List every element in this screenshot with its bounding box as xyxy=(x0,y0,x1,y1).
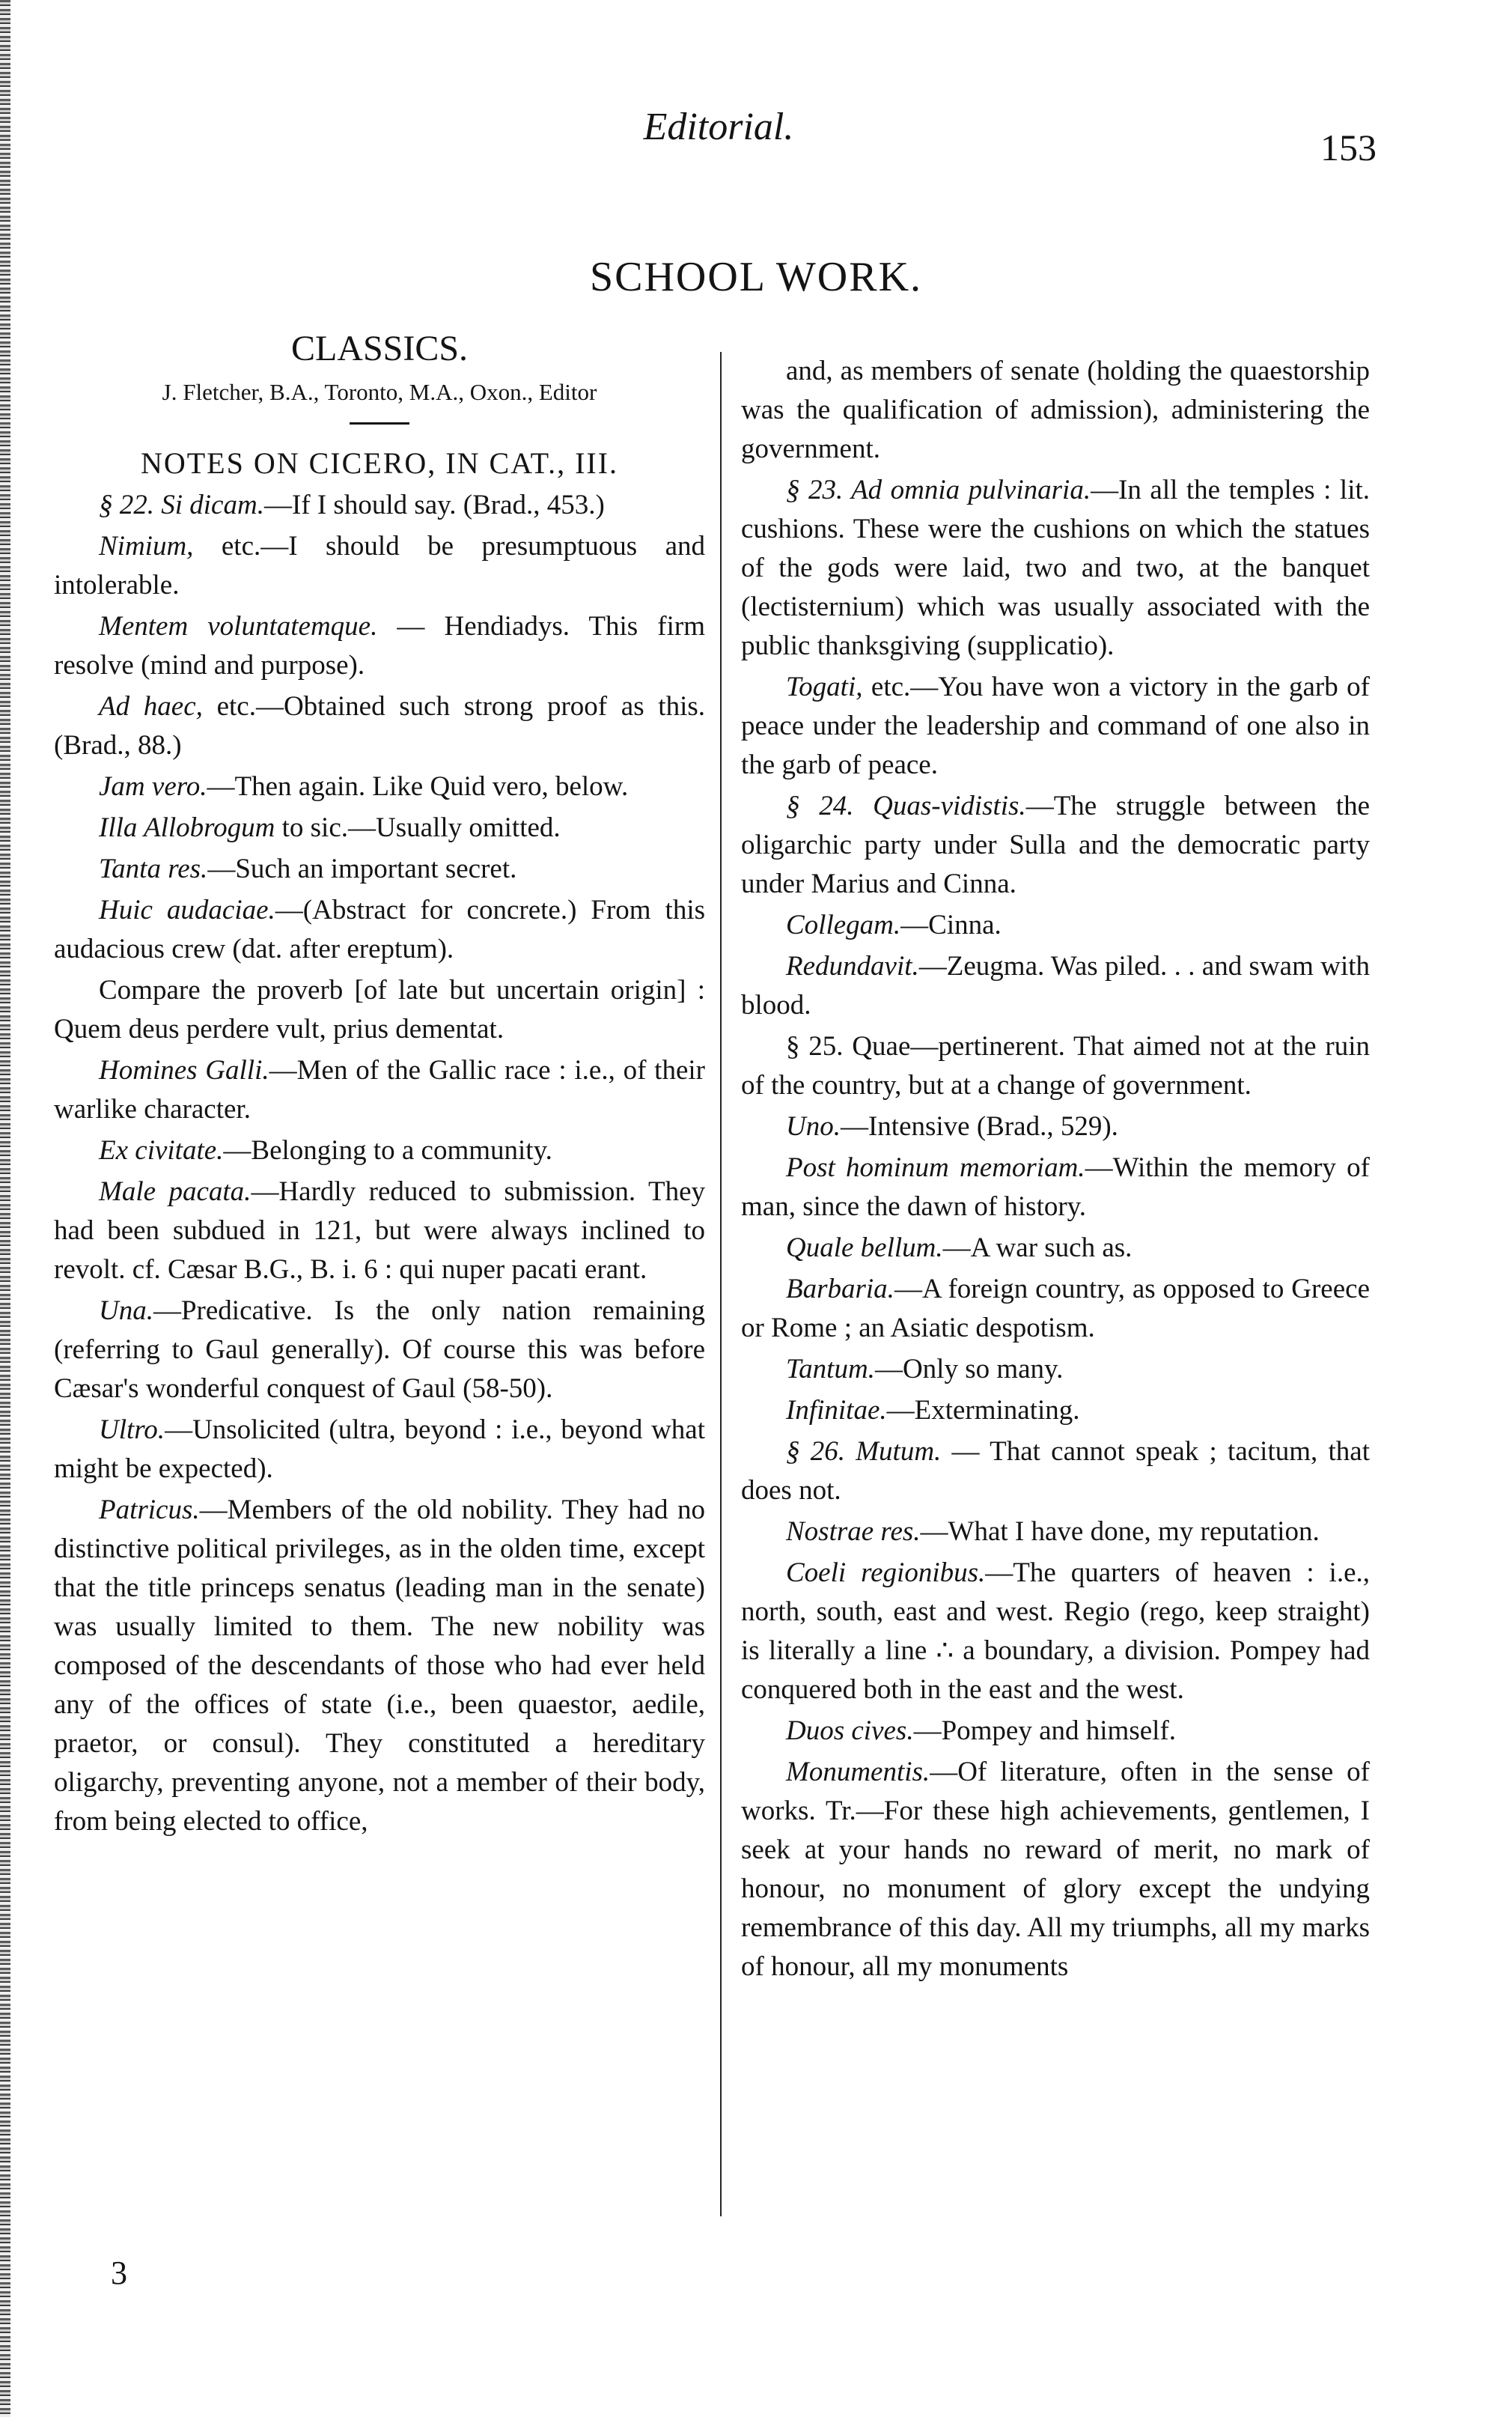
note-term: Ultro. xyxy=(99,1414,165,1445)
running-head: Editorial. xyxy=(643,106,794,148)
editor-credit: J. Fletcher, B.A., Toronto, M.A., Oxon., Editor xyxy=(162,379,597,405)
note-paragraph xyxy=(54,809,705,848)
note-term: § 22. Si dicam. xyxy=(99,490,264,520)
note-term: Ad haec, xyxy=(99,691,203,722)
note-paragraph xyxy=(741,1432,1370,1510)
note-term: Tanta res. xyxy=(99,854,208,884)
note-text: —Such an important secret. xyxy=(207,854,517,884)
note-paragraph xyxy=(54,971,705,1049)
note-text: —Men of the Gallic race : i.e., of their warlike character. xyxy=(54,1055,705,1125)
notes-title: NOTES ON CICERO, IN CAT., III. xyxy=(140,446,619,480)
note-paragraph xyxy=(741,352,1370,469)
note-paragraph xyxy=(54,687,705,765)
note-text: —Intensive (Brad., 529). xyxy=(840,1111,1118,1142)
note-text: — That cannot speak ; tacitum, that does not. xyxy=(741,1436,1370,1506)
note-term: § 24. Quas-vidistis. xyxy=(786,791,1026,821)
note-text: —Within the memory of man, since the dawn of history. xyxy=(741,1152,1370,1222)
note-text: —Of literature, often in the sense of works. Tr.—For these high achievements, gentlemen, I seek at your hands no reward of merit, no mark of honour, no monument of glory except the undying remembrance of this day. All my triumphs, all my marks of honour, all my monuments xyxy=(741,1757,1370,1982)
right-column xyxy=(741,352,1370,1989)
note-paragraph xyxy=(54,1131,705,1170)
note-paragraph xyxy=(741,947,1370,1025)
note-paragraph xyxy=(54,1491,705,1841)
scanned-page-edge xyxy=(0,0,10,2417)
note-text: —Hardly reduced to submission. They had been subdued in 121, but were always inclined to revolt. cf. Cæsar B.G., B. i. 6 : qui nuper pacati erant. xyxy=(54,1176,705,1285)
note-term: Una. xyxy=(99,1295,153,1326)
note-text: —The quarters of heaven : i.e., north, south, east and west. Regio (rego, keep straight) is literally a line ∴ a boundary, a division. Pompey had conquered both in the east and the west. xyxy=(741,1557,1370,1705)
note-term: Redundavit. xyxy=(786,951,919,982)
left-column xyxy=(54,329,705,1843)
note-text: etc.—Obtained such strong proof as this. (Brad., 88.) xyxy=(54,691,705,761)
note-text: —Unsolicited (ultra, beyond : i.e., beyond what might be expected). xyxy=(54,1414,705,1484)
note-term: Ex civitate. xyxy=(99,1135,224,1166)
section-title: SCHOOL WORK. xyxy=(589,254,923,300)
note-paragraph xyxy=(741,1107,1370,1146)
note-paragraph xyxy=(741,1753,1370,1986)
note-term: Nostrae res. xyxy=(786,1516,921,1547)
note-term: Illa Allobrogum xyxy=(99,812,275,843)
note-paragraph xyxy=(54,1292,705,1408)
note-paragraph xyxy=(741,668,1370,785)
note-paragraph xyxy=(54,850,705,889)
note-text: and, as members of senate (holding the quaestorship was the qualification of admission), administering the government. xyxy=(741,356,1370,464)
note-paragraph xyxy=(54,527,705,605)
note-text: —A war such as. xyxy=(942,1232,1133,1263)
note-paragraph xyxy=(54,1411,705,1489)
note-term: Infinitae. xyxy=(786,1395,887,1426)
note-text: —Members of the old nobility. They had no distinctive political privileges, as in the olden time, except that the title princeps senatus (leading man in the senate) was usually limited to them. The new nobility was composed of the descendants of those who had ever held any of the offices of state (i.e., been quaestor, aedile, praetor, or consul). They constituted a hereditary oligarchy, preventing anyone, not a member of their body, from being elected to office, xyxy=(54,1495,705,1837)
note-paragraph xyxy=(54,1051,705,1129)
note-term: Male pacata. xyxy=(99,1176,252,1207)
note-term: Monumentis. xyxy=(786,1757,930,1787)
note-text: —Pompey and himself. xyxy=(913,1715,1177,1746)
note-term: Patricus. xyxy=(99,1495,200,1525)
column-divider xyxy=(720,352,722,2216)
note-text: —A foreign country, as opposed to Greece or Rome ; an Asiatic despotism. xyxy=(741,1274,1370,1343)
note-text: —Exterminating. xyxy=(886,1395,1080,1426)
note-paragraph xyxy=(741,1149,1370,1226)
note-text: to sic.—Usually omitted. xyxy=(275,812,561,843)
note-term: Nimium, xyxy=(99,531,194,562)
note-term: Collegam. xyxy=(786,910,901,940)
note-term: Homines Galli. xyxy=(99,1055,269,1086)
note-text: —Cinna. xyxy=(900,910,1002,940)
note-paragraph xyxy=(741,471,1370,666)
note-term: § 23. Ad omnia pulvinaria. xyxy=(786,475,1091,505)
note-paragraph xyxy=(54,607,705,685)
note-term: Togati, xyxy=(786,672,863,702)
note-text: —(Abstract for concrete.) From this audacious crew (dat. after ereptum). xyxy=(54,895,706,964)
note-paragraph xyxy=(741,1712,1370,1751)
signature-mark: 3 xyxy=(111,2255,127,2291)
note-paragraph xyxy=(54,891,705,969)
note-text: — Hendiadys. This firm resolve (mind and purpose). xyxy=(54,611,706,681)
note-term: Uno. xyxy=(786,1111,841,1142)
note-paragraph xyxy=(741,1391,1370,1430)
note-paragraph xyxy=(54,1173,705,1289)
note-term: Barbaria. xyxy=(786,1274,894,1304)
note-paragraph xyxy=(741,906,1370,945)
short-divider xyxy=(350,422,409,425)
note-text: —In all the temples : lit. cushions. These were the cushions on which the statues of the gods were laid, two and two, at the banquet (lectisternium) which was usually associated with the public thanksgiving (supplicatio). xyxy=(741,475,1371,661)
note-paragraph xyxy=(741,787,1370,904)
note-text: —The struggle between the oligarchic party under Sulla and the democratic party under Marius and Cinna. xyxy=(741,791,1370,899)
note-term: Post hominum memoriam. xyxy=(786,1152,1085,1183)
note-paragraph xyxy=(741,1270,1370,1348)
note-text: —Then again. Like Quid vero, below. xyxy=(207,771,629,802)
note-text: etc.—I should be presumptuous and intolerable. xyxy=(54,531,705,601)
note-term: Coeli regionibus. xyxy=(786,1557,986,1588)
note-text: —Zeugma. Was piled. . . and swam with blood. xyxy=(741,951,1370,1021)
note-term: Quale bellum. xyxy=(786,1232,943,1263)
note-paragraph xyxy=(741,1554,1370,1709)
note-term: Jam vero. xyxy=(99,771,207,802)
note-text: etc.—You have won a victory in the garb of peace under the leadership and command of one also in the garb of peace. xyxy=(741,672,1370,780)
note-term: Huic audaciae. xyxy=(99,895,275,925)
right-notes-list xyxy=(741,352,1370,1986)
note-paragraph xyxy=(54,486,705,525)
note-text: —Predicative. Is the only nation remaining (referring to Gaul generally). Of course this was before Cæsar's wonderful conquest of Gaul (58-50). xyxy=(54,1295,705,1404)
note-term: Mentem voluntatemque. xyxy=(99,611,378,642)
note-text: —What I have done, my reputation. xyxy=(920,1516,1320,1547)
note-paragraph xyxy=(741,1229,1370,1268)
note-text: —Only so many. xyxy=(874,1354,1064,1384)
note-paragraph xyxy=(54,767,705,806)
note-term: Tantum. xyxy=(786,1354,875,1384)
classics-heading: CLASSICS. xyxy=(290,329,469,368)
note-text: Compare the proverb [of late but uncertain origin] : Quem deus perdere vult, prius dementat. xyxy=(54,975,705,1045)
note-text: § 25. Quae—pertinerent. That aimed not at the ruin of the country, but at a change of government. xyxy=(741,1031,1370,1101)
note-text: —If I should say. (Brad., 453.) xyxy=(263,490,605,520)
note-paragraph xyxy=(741,1512,1370,1551)
note-term: § 26. Mutum. xyxy=(786,1436,942,1467)
note-paragraph xyxy=(741,1350,1370,1389)
page-number: 153 xyxy=(1320,127,1377,168)
note-text: —Belonging to a community. xyxy=(223,1135,552,1166)
note-paragraph xyxy=(741,1027,1370,1105)
note-term: Duos cives. xyxy=(786,1715,914,1746)
left-notes-list xyxy=(54,486,705,1841)
